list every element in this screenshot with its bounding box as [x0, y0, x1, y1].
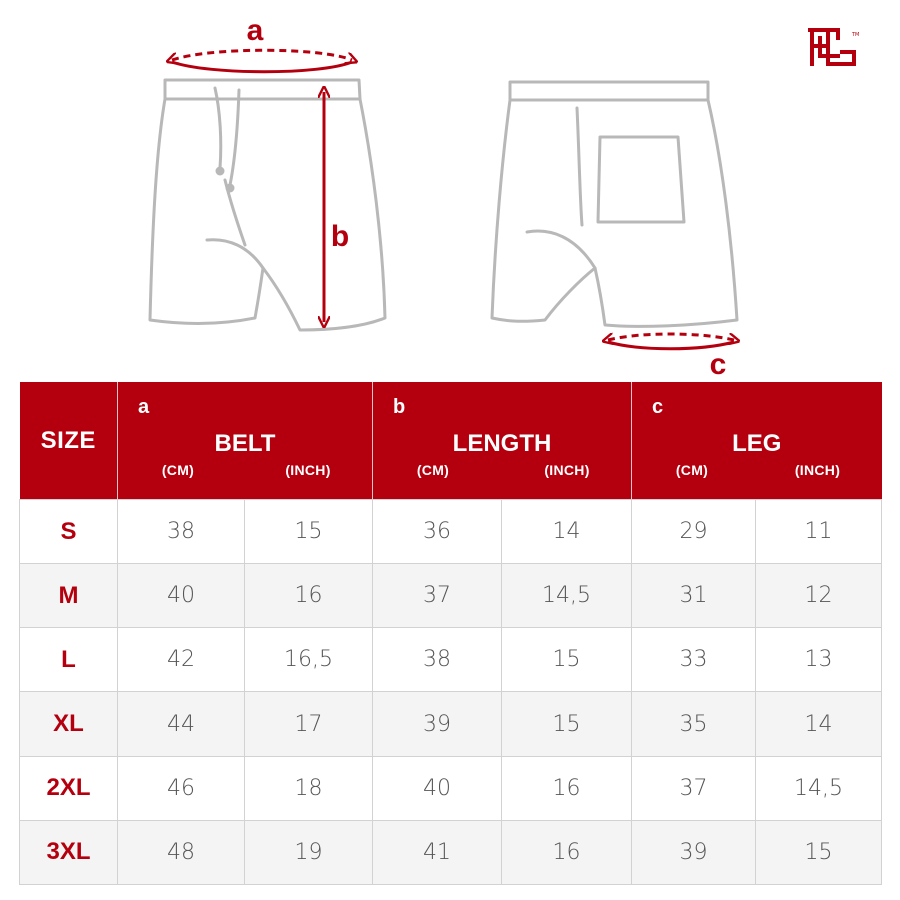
- belt-cm-cell: 40: [118, 564, 245, 628]
- belt-title: BELT: [214, 430, 276, 457]
- leg-inch-cell: 13: [756, 628, 882, 692]
- size-cell: L: [20, 628, 118, 692]
- leg-cm-cell: 39: [632, 820, 756, 884]
- belt-letter: a: [138, 396, 150, 418]
- length-inch-cell: 15: [502, 628, 632, 692]
- front-shorts-illustration: [150, 80, 385, 330]
- belt-inch-cell: 16,5: [245, 628, 373, 692]
- belt-measure-arrow: [172, 50, 352, 72]
- belt-column-header: [118, 382, 373, 500]
- leg-cm-cell: 31: [632, 564, 756, 628]
- belt-cm-cell: 44: [118, 692, 245, 756]
- belt-inch-cell: 19: [245, 820, 373, 884]
- length-inch-cell: 16: [502, 756, 632, 820]
- size-column-header: SIZE: [20, 382, 118, 500]
- leg-inch-cell: 12: [756, 564, 882, 628]
- belt-cm-cell: 48: [118, 820, 245, 884]
- length-inch-cell: 14,5: [502, 564, 632, 628]
- length-cm-cell: 38: [373, 628, 502, 692]
- trademark-label: TM: [852, 32, 860, 38]
- belt-cm-cell: 46: [118, 756, 245, 820]
- leg-measure-arrow: [608, 334, 734, 349]
- leg-unit-inch: (INCH): [794, 462, 841, 478]
- table-header-row: [20, 382, 882, 500]
- belt-inch-cell: 16: [245, 564, 373, 628]
- size-cell: M: [20, 564, 118, 628]
- belt-inch-cell: 17: [245, 692, 373, 756]
- shorts-diagram: [0, 0, 900, 380]
- length-unit-inch: (INCH): [544, 462, 590, 478]
- length-inch-cell: 16: [502, 820, 632, 884]
- belt-unit-cm: (CM): [161, 462, 195, 478]
- table-row: [20, 756, 882, 820]
- drawstring-tip-right: [226, 184, 235, 193]
- drawstring-tip-left: [216, 167, 225, 176]
- table-row: [20, 820, 882, 884]
- belt-inch-cell: 18: [245, 756, 373, 820]
- belt-cm-cell: 42: [118, 628, 245, 692]
- leg-cm-cell: 29: [632, 500, 756, 564]
- table-row: [20, 500, 882, 564]
- length-cm-cell: 39: [373, 692, 502, 756]
- size-chart-table: [19, 382, 882, 885]
- brand-monogram-icon: [808, 24, 860, 70]
- back-shorts-illustration: [492, 82, 737, 326]
- leg-column-header: [632, 382, 882, 500]
- length-title: LENGTH: [452, 430, 552, 457]
- leg-cm-cell: 35: [632, 692, 756, 756]
- belt-unit-inch: (INCH): [285, 462, 331, 478]
- leg-inch-cell: 14: [756, 692, 882, 756]
- length-column-header: [373, 382, 632, 500]
- size-cell: S: [20, 500, 118, 564]
- leg-inch-cell: 14,5: [756, 756, 882, 820]
- size-cell: XL: [20, 692, 118, 756]
- leg-letter: c: [652, 396, 664, 418]
- length-marker-label: b: [330, 220, 350, 253]
- length-cm-cell: 36: [373, 500, 502, 564]
- length-unit-cm: (CM): [416, 462, 450, 478]
- leg-marker-label: c: [709, 348, 727, 380]
- length-inch-cell: 15: [502, 692, 632, 756]
- size-cell: 2XL: [20, 756, 118, 820]
- length-cm-cell: 41: [373, 820, 502, 884]
- leg-inch-cell: 11: [756, 500, 882, 564]
- length-letter: b: [393, 396, 406, 418]
- length-cm-cell: 40: [373, 756, 502, 820]
- table-row: [20, 628, 882, 692]
- belt-inch-cell: 15: [245, 500, 373, 564]
- belt-cm-cell: 38: [118, 500, 245, 564]
- size-cell: 3XL: [20, 820, 118, 884]
- table-row: [20, 692, 882, 756]
- leg-unit-cm: (CM): [675, 462, 709, 478]
- length-cm-cell: 37: [373, 564, 502, 628]
- leg-cm-cell: 33: [632, 628, 756, 692]
- table-row: [20, 564, 882, 628]
- leg-cm-cell: 37: [632, 756, 756, 820]
- length-inch-cell: 14: [502, 500, 632, 564]
- leg-inch-cell: 15: [756, 820, 882, 884]
- leg-title: LEG: [732, 430, 782, 457]
- belt-marker-label: a: [246, 14, 264, 47]
